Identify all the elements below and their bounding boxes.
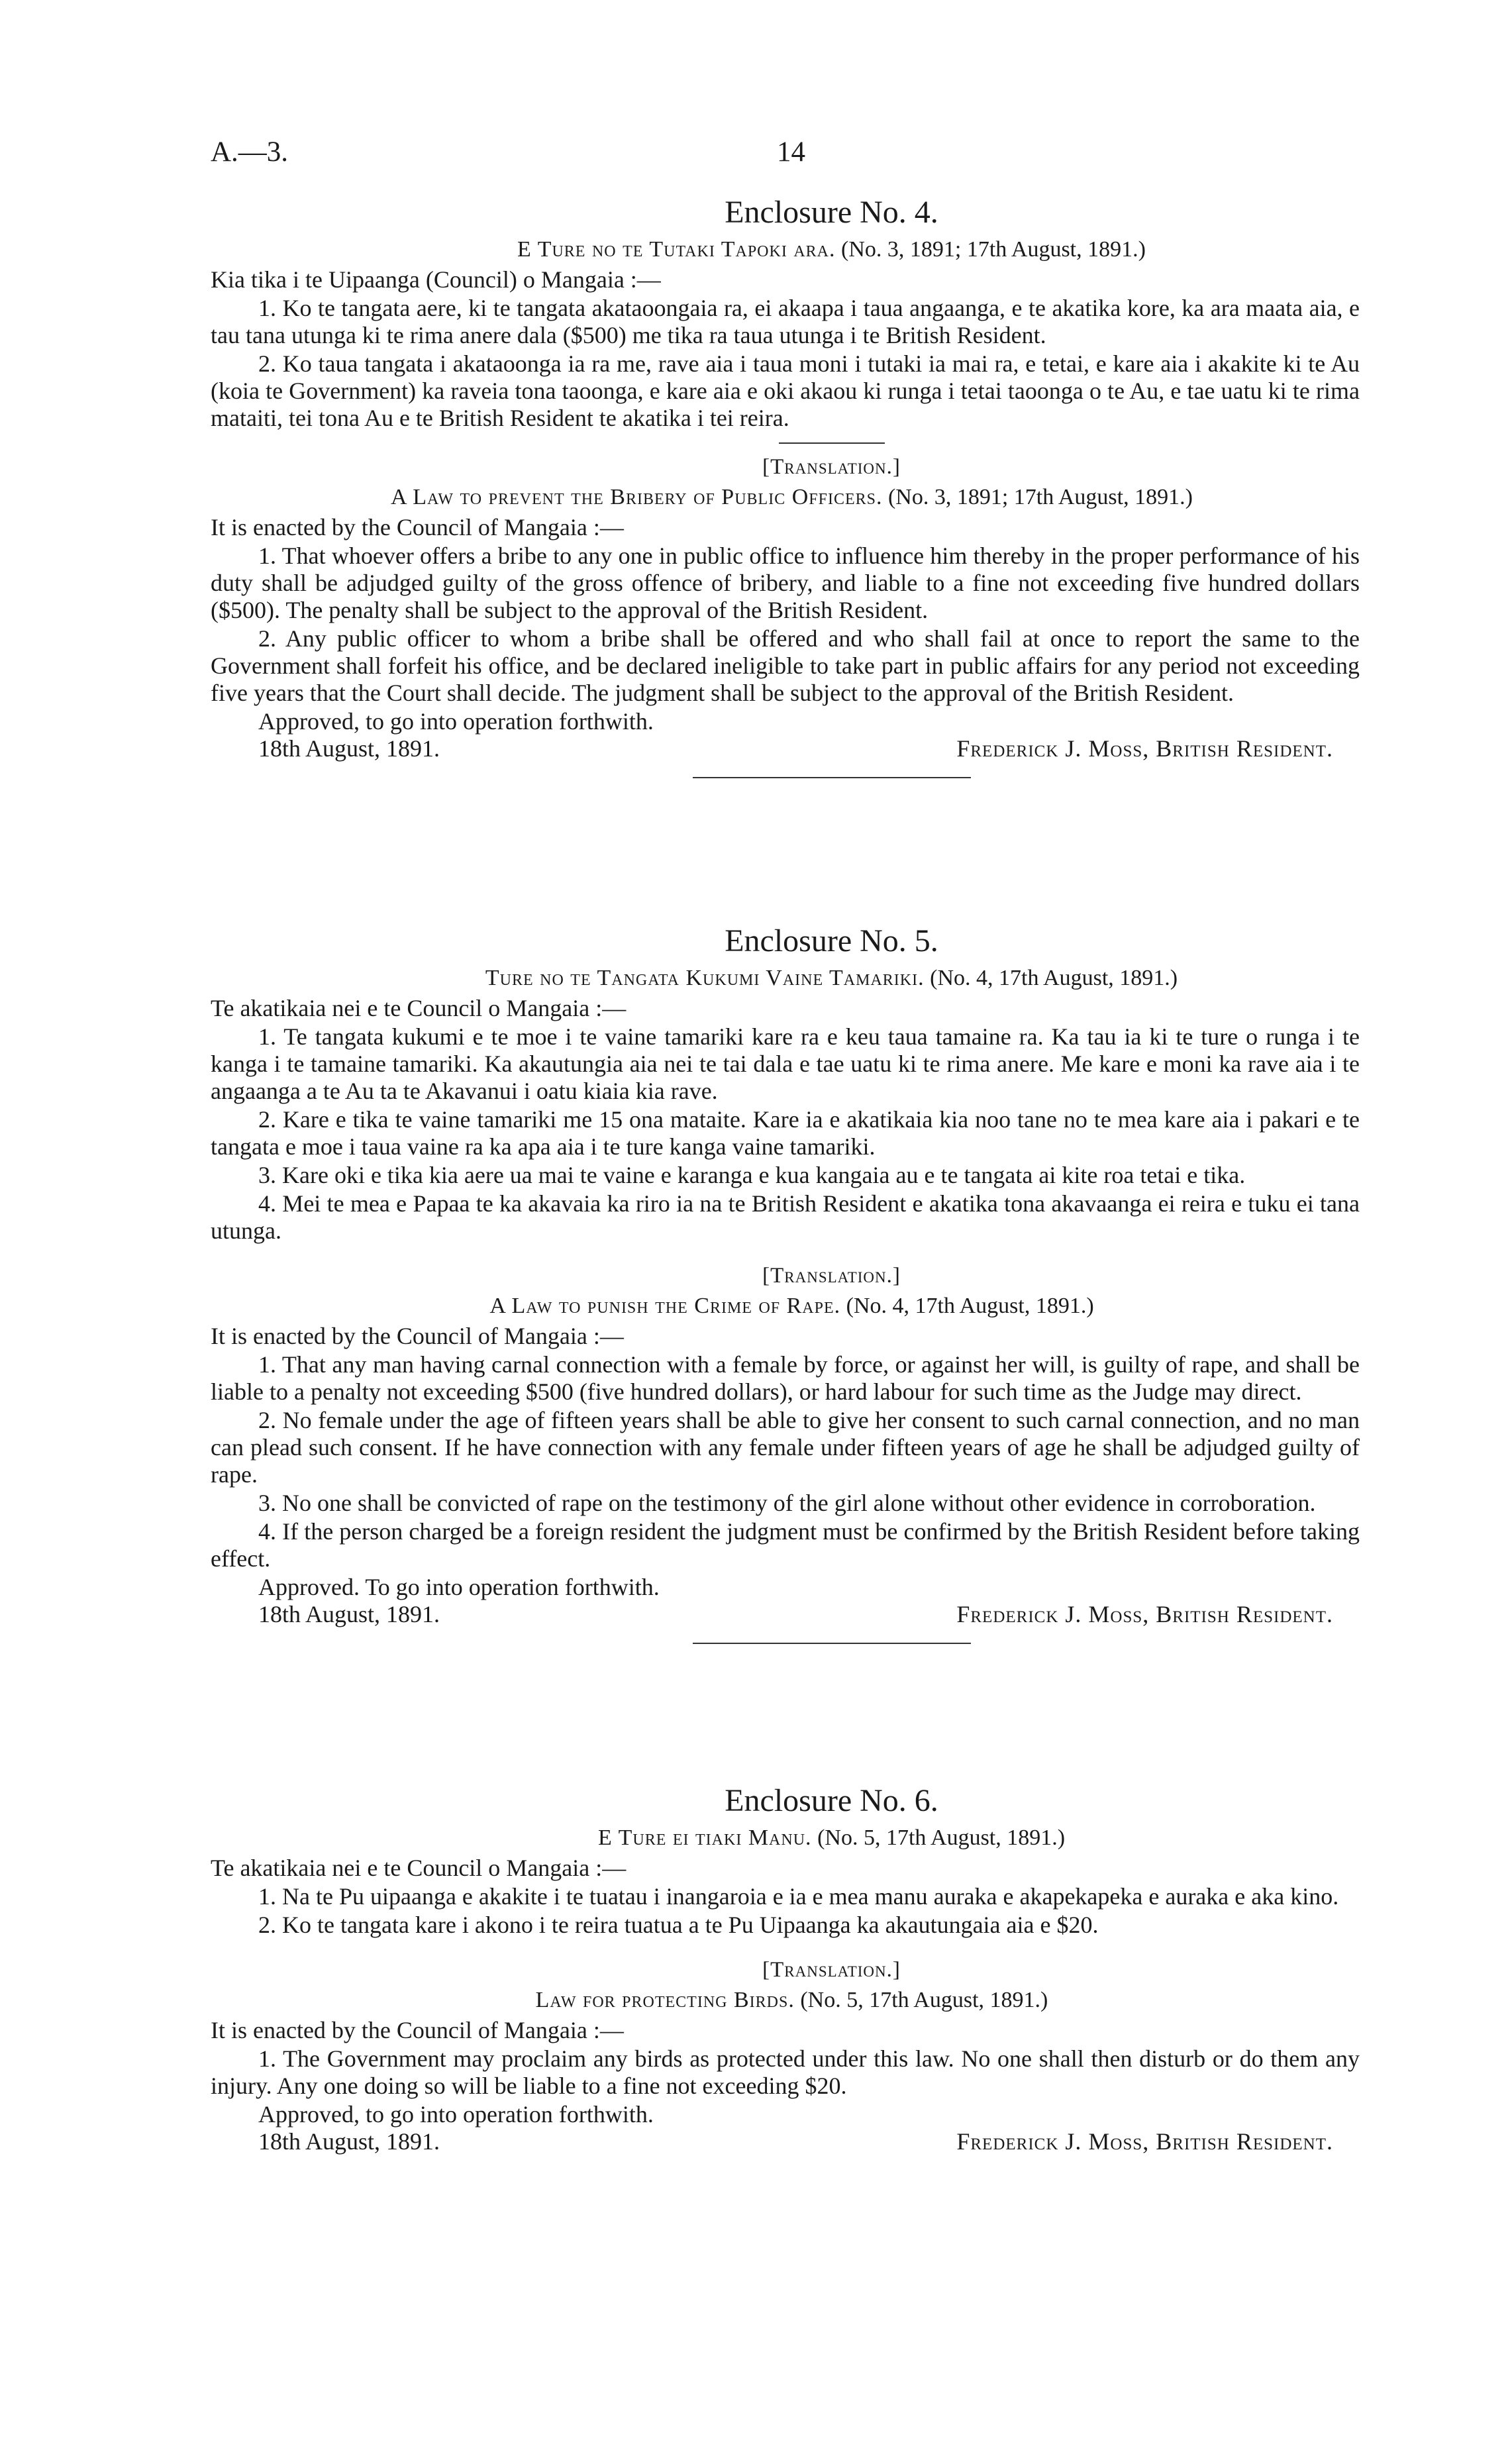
- approval-note: Approved, to go into operation forthwith.: [258, 2101, 654, 2128]
- translation-label-text: [Translation.]: [762, 455, 901, 479]
- law-title: [211, 1292, 1360, 1320]
- signature: Frederick J. Moss, British Resident.: [956, 1601, 1333, 1627]
- enclosure-subtitle: [211, 1824, 1360, 1852]
- enclosure-4: [211, 193, 1360, 792]
- paragraph: 3. No one shall be convicted of rape on the testimony of the girl alone without other evidence in corroboration.: [258, 1490, 1316, 1516]
- translation-label: [211, 1956, 1360, 1984]
- enactment-intro: Kia tika i te Uipaanga (Council) o Mangaia :—: [211, 266, 661, 293]
- law-name-maori: Ture no te Tangata Kukumi Vaine Tamariki.: [485, 966, 925, 990]
- paragraph: 1. That any man having carnal connection with a female by force, or against her will, is guilty of rape, and shall be liable to a penalty not exceeding $500 (five hundred dollars), or hard labour for such time as the Judge may direct.: [211, 1351, 1360, 1405]
- paragraph: 1. Ko te tangata aere, ki te tangata akataoongaia ra, ei akaapa i taua angaanga, e te akatika kore, ka ara maata aia, e tau tana utunga ki te rima anere dala ($500) me tika ra taua utunga i te British Resident.: [211, 295, 1360, 348]
- paragraph: 4. Mei te mea e Papaa te ka akavaia ka riro ia na te British Resident e akatika tona akavaanga ei reira e tuku ei tana utunga.: [211, 1190, 1360, 1244]
- divider: [779, 442, 885, 444]
- paragraph: 2. Ko te tangata kare i akono i te reira tuatua a te Pu Uipaanga ka akautungaia aia e $20.: [258, 1912, 1099, 1938]
- enactment-intro: Te akatikaia nei e te Council o Mangaia :—: [211, 1855, 627, 1881]
- page-number: 14: [777, 136, 805, 168]
- law-title: [211, 484, 1360, 511]
- translation-label-text: [Translation.]: [762, 1264, 901, 1288]
- law-name-english: A Law to punish the Crime of Rape.: [489, 1294, 841, 1318]
- document-reference: A.—3.: [211, 136, 289, 168]
- paragraph: 4. If the person charged be a foreign resident the judgment must be confirmed by the British Resident before taking effect.: [211, 1518, 1360, 1572]
- paragraph: 3. Kare oki e tika kia aere ua mai te vaine e karanga e kua kangaia au e te tangata ai kite roa tetai e tika.: [258, 1162, 1246, 1188]
- law-title: [211, 1986, 1360, 2014]
- law-name-english: A Law to prevent the Bribery of Public Officers.: [391, 485, 883, 509]
- translation-label-text: [Translation.]: [762, 1958, 901, 1982]
- signature: Frederick J. Moss, British Resident.: [956, 2128, 1333, 2155]
- law-date: (No. 4, 17th August, 1891.): [930, 966, 1178, 990]
- signature-line: [211, 1601, 1360, 1628]
- translation-label: [211, 453, 1360, 481]
- enclosure-title: Enclosure No. 4.: [725, 195, 938, 230]
- approval-note: Approved, to go into operation forthwith.: [258, 708, 654, 735]
- signature: Frederick J. Moss, British Resident.: [956, 735, 1333, 762]
- law-name-maori: E Ture no te Tutaki Tapoki ara.: [517, 237, 836, 262]
- law-date: (No. 3, 1891; 17th August, 1891.): [887, 485, 1193, 509]
- approval-date: 18th August, 1891.: [258, 2128, 440, 2155]
- approval-date: 18th August, 1891.: [258, 1601, 440, 1627]
- paragraph: 1. Na te Pu uipaanga e akakite i te tuatau i inangaroia e ia e mea manu auraka e akapekapeka e auraka e aka kino.: [258, 1883, 1339, 1910]
- paragraph: 2. Ko taua tangata i akataoonga ia ra me, rave aia i taua moni i tutaki ia mai ra, e tetai, e kare aia i akakite ki te Au (koia te Government) ka raveia tona taoonga, e kare aia e oki akaou ki runga i tetai taoonga o te Au, e tae uatu ki te rima mataiti, tei tona Au e te British Resident te akatika i tei reira.: [211, 350, 1360, 431]
- law-name-maori: E Ture ei tiaki Manu.: [597, 1825, 812, 1850]
- enactment-intro: It is enacted by the Council of Mangaia :—: [211, 1323, 624, 1349]
- enclosure-5: [211, 922, 1360, 1657]
- enactment-intro: Te akatikaia nei e te Council o Mangaia :—: [211, 995, 627, 1021]
- law-name-english: Law for protecting Birds.: [535, 1988, 795, 2012]
- paragraph: 1. That whoever offers a bribe to any one in public office to influence him thereby in the proper performance of his duty shall be adjudged guilty of the gross offence of bribery, and liable to a fine not exceeding five hundred dollars ($500). The penalty shall be subject to the approval of the British Resident.: [211, 542, 1360, 623]
- section-divider: [693, 777, 971, 778]
- enactment-intro: It is enacted by the Council of Mangaia :—: [211, 2017, 624, 2043]
- paragraph: 2. Any public officer to whom a bribe shall be offered and who shall fail at once to report the same to the Government shall forfeit his office, and be declared ineligible to take part in public affairs for any period not exceeding five years that the Court shall decide. The judgment shall be subject to the approval of the British Resident.: [211, 625, 1360, 706]
- law-date: (No. 5, 17th August, 1891.): [800, 1988, 1048, 2012]
- enclosure-title: Enclosure No. 6.: [725, 1783, 938, 1818]
- signature-line: [211, 735, 1360, 762]
- enclosure-title: Enclosure No. 5.: [725, 923, 938, 958]
- approval-note: Approved. To go into operation forthwith.: [258, 1574, 660, 1600]
- signature-line: [211, 2128, 1360, 2155]
- paragraph: 2. Kare e tika te vaine tamariki me 15 ona mataite. Kare ia e akatikaia kia noo tane no te mea kare aia i pakari e te tangata e moe i taua vaine ra ka apa aia i te ture kanga vaine tamariki.: [211, 1106, 1360, 1160]
- section-divider: [693, 1643, 971, 1644]
- enclosure-subtitle: [211, 236, 1360, 264]
- law-date: (No. 5, 17th August, 1891.): [817, 1825, 1066, 1850]
- translation-label: [211, 1262, 1360, 1290]
- paragraph: 1. Te tangata kukumi e te moe i te vaine tamariki kare ra e keu taua tamaine ra. Ka tau ia ki te ture o runga i te kanga i te tamaine tamariki. Ka akautungia aia nei te tai dala e tae uatu ki te rima anere. Me kare e moni ka rave aia i te angaanga a te Au ta te Akavanui i oatu kiaia kia rave.: [211, 1023, 1360, 1104]
- approval-date: 18th August, 1891.: [258, 735, 440, 762]
- law-date: (No. 4, 17th August, 1891.): [846, 1294, 1094, 1318]
- paragraph: 2. No female under the age of fifteen years shall be able to give her consent to such carnal connection, and no man can plead such consent. If he have connection with any female under fifteen years of age he shall be adjudged guilty of rape.: [211, 1407, 1360, 1488]
- page-header: [211, 136, 1360, 176]
- enclosure-6: [211, 1782, 1360, 2155]
- law-date: (No. 3, 1891; 17th August, 1891.): [841, 237, 1146, 262]
- paragraph: 1. The Government may proclaim any birds as protected under this law. No one shall then disturb or do them any injury. Any one doing so will be liable to a fine not exceeding $20.: [211, 2045, 1360, 2099]
- enclosure-subtitle: [211, 964, 1360, 992]
- enactment-intro: It is enacted by the Council of Mangaia :—: [211, 514, 624, 540]
